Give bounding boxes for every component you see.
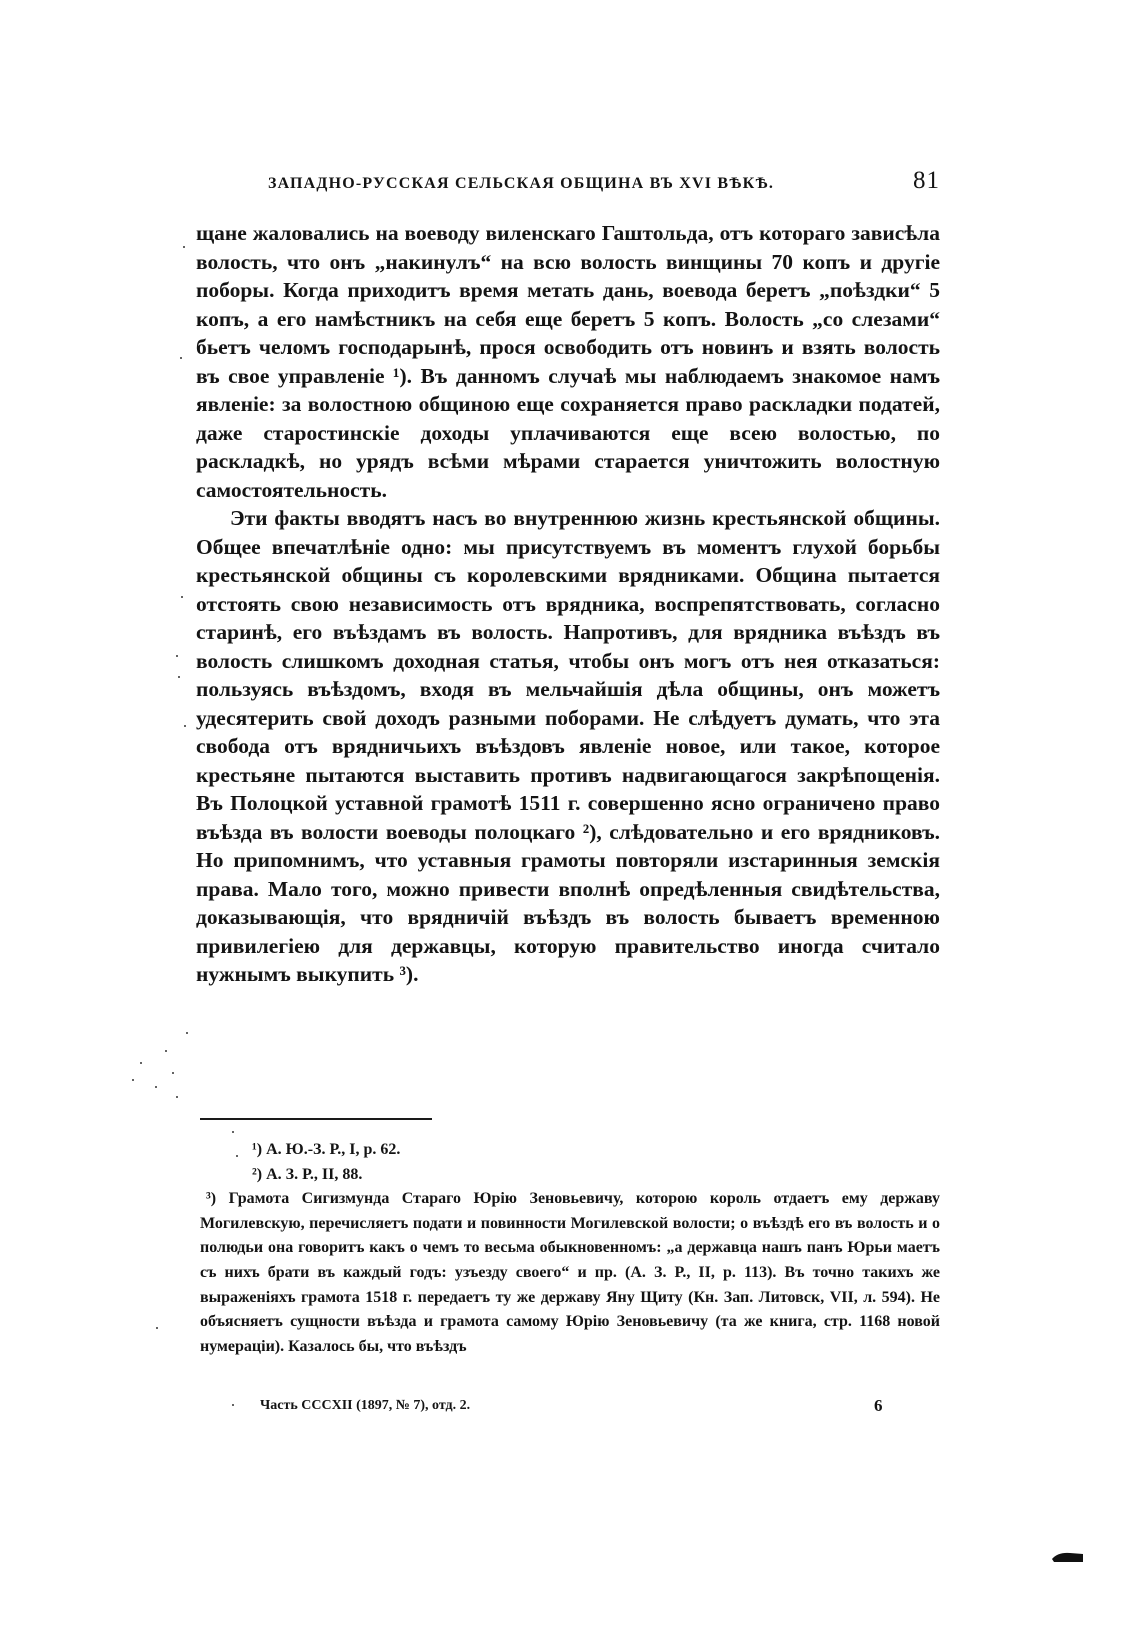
scan-speck [156,1327,158,1329]
sheet-number: 6 [874,1396,883,1415]
scan-speck [232,1131,234,1133]
scan-speck [140,1062,142,1064]
footnote-2: ²) А. З. Р., II, 88. [252,1165,363,1183]
signature-mark: Часть CCCXII (1897, № 7), отд. 2. [260,1398,471,1413]
main-text [196,219,940,989]
scan-speck [186,1032,188,1034]
scan-speck [180,357,182,359]
paragraph-continued: щане жаловались на воеводу виленскаго Гаштольда, отъ котораго зависѣла волость, что онъ „накинулъ“ на всю волость винщины 70 копъ и другіе поборы. Когда приходитъ время метать дань, воевода беретъ „поѣздки“ 5 копъ, а его намѣстникъ на себя еще беретъ 5 копъ. Волость „со слезами“ бьетъ челомъ господарынѣ, прося освободить отъ новинъ и взять волость въ свое управленіе ¹). Въ данномъ случаѣ мы наблюдаемъ знакомое намъ явленіе: за волостною общиною еще сохраняется право раскладки податей, даже старостинскіе доходы уплачиваются еще всею волостью, по раскладкѣ, но урядъ всѣми мѣрами старается уничтожить волостную самостоятельность. [196,221,940,502]
running-header [268,167,940,203]
scan-speck [184,725,186,727]
scan-speck [178,676,180,678]
footnote-3: ³) Грамота Сигизмунда Стараго Юрію Зеновьевичу, которою король отдаетъ ему державу Могилевскую, перечисляетъ подати и повинности Могилевской волости; о въѣздѣ его въ волость и о полюдьи она говоритъ какъ о чемъ то весьма обыкновенномъ: „а державца нашъ панъ Юрьи маетъ съ нихъ брати въ каждый годъ: узъезду своего“ и пр. (А. З. Р., II, р. 113). Въ точно такихъ же выраженіяхъ грамота 1518 г. передаетъ ту же державу Яну Щиту (Кн. Зап. Литовск, VII, л. 594). Не объясняетъ сущности въѣзда и грамота самому Юрію Зеновьевичу (та же книга, стр. 1168 новой нумераціи). Казалось бы, что въѣздъ [200,1190,940,1355]
scan-speck [132,1079,134,1081]
scan-speck [176,655,178,657]
scan-speck [181,596,183,598]
scan-speck [155,1086,157,1088]
scan-speck [183,246,185,248]
scan-speck [176,1096,178,1098]
scan-speck [236,1155,238,1157]
footnotes [200,1138,940,1359]
page-number: 81 [913,167,940,194]
binding-mark [1050,1550,1084,1564]
footnote-separator [200,1118,432,1120]
scan-speck [165,1050,167,1052]
footnote-1: ¹) А. Ю.-З. Р., I, р. 62. [252,1141,401,1158]
paragraph: Эти факты вводятъ насъ во внутреннюю жизнь крестьянской общины. Общее впечатлѣніе одно: мы присутствуемъ въ моментъ глухой борьбы крестьянской общины съ королевскими врядниками. Община пытается отстоять свою независимость отъ врядника, воспрепятствовать, согласно старинѣ, его въѣздамъ въ волость. Напротивъ, для врядника въѣздъ въ волость слишкомъ доходная статья, чтобы онъ могъ отъ нея отказаться: пользуясь въѣздомъ, входя въ мельчайшія дѣла общины, онъ можетъ удесятерить свой доходъ разными поборами. Не слѣдуетъ думать, что эта свобода отъ врядничьихъ въѣздовъ явленіе новое, или такое, которое крестьяне пытаются выставить противъ надвигающагося закрѣпощенія. Въ Полоцкой уставной грамотѣ 1511 г. совершенно ясно ограничено право въѣзда въ волости воеводы полоцкаго ²), слѣдовательно и его врядниковъ. Но припомнимъ, что уставныя грамоты повторяли изстаринныя земскія права. Мало того, можно привести вполнѣ опредѣленныя свидѣтельства, доказывающія, что врядничій въѣздъ въ волость бываетъ временною привилегіею для державцы, которую правительство иногда считало нужнымъ выкупить ³). [196,506,940,986]
running-title: ЗАПАДНО-РУССКАЯ СЕЛЬСКАЯ ОБЩИНА ВЪ XVI ВѢКѢ. [268,175,775,192]
scan-speck [232,1404,234,1406]
signature-line [260,1396,940,1418]
scan-speck [172,1072,174,1074]
